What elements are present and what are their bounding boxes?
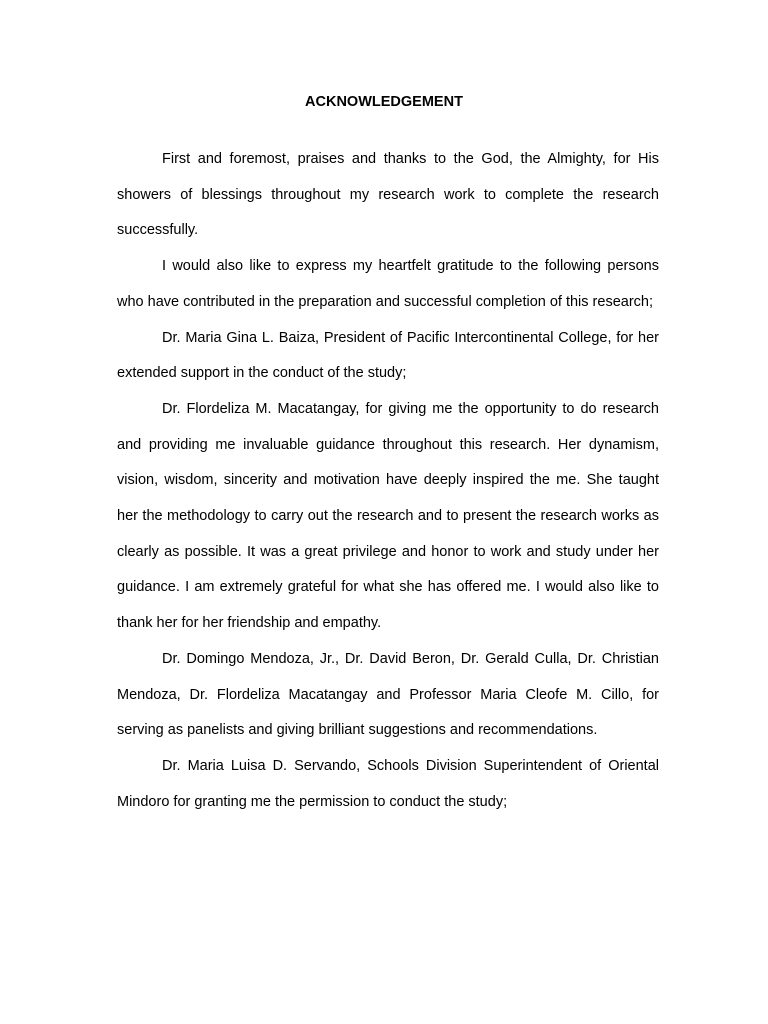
- paragraph-macatangay: Dr. Flordeliza M. Macatangay, for giving me the opportunity to do research and providing me invaluable guidance throughout this research. Her dynamism, vision, wisdom, sincerity and motivation have deeply inspired the me. She taught her the methodology to carry out the research and to present the research works as clearly as possible. It was a great privilege and honor to work and study under her guidance. I am extremely grateful for what she has offered me. I would also like to thank her for her friendship and empathy.: [117, 400, 659, 632]
- paragraph-panelists: Dr. Domingo Mendoza, Jr., Dr. David Beron, Dr. Gerald Culla, Dr. Christian Mendoza, Dr. Flordeliza Macatangay and Professor Maria Cleofe M. Cillo, for serving as panelists and giving brilliant suggestions and recommendations.: [117, 650, 659, 739]
- paragraph-baiza: Dr. Maria Gina L. Baiza, President of Pacific Intercontinental College, for her extended support in the conduct of the study;: [117, 329, 659, 382]
- paragraph-servando: Dr. Maria Luisa D. Servando, Schools Division Superintendent of Oriental Mindoro for granting me the permission to conduct the study;: [117, 757, 659, 810]
- page-title: ACKNOWLEDGEMENT: [305, 94, 463, 110]
- paragraph-gratitude-intro: I would also like to express my heartfelt gratitude to the following persons who have contributed in the preparation and successful completion of this research;: [117, 258, 659, 310]
- paragraph-thanks-god: First and foremost, praises and thanks to the God, the Almighty, for His showers of blessings throughout my research work to complete the research successfully.: [117, 151, 659, 239]
- acknowledgement-body: [117, 142, 659, 820]
